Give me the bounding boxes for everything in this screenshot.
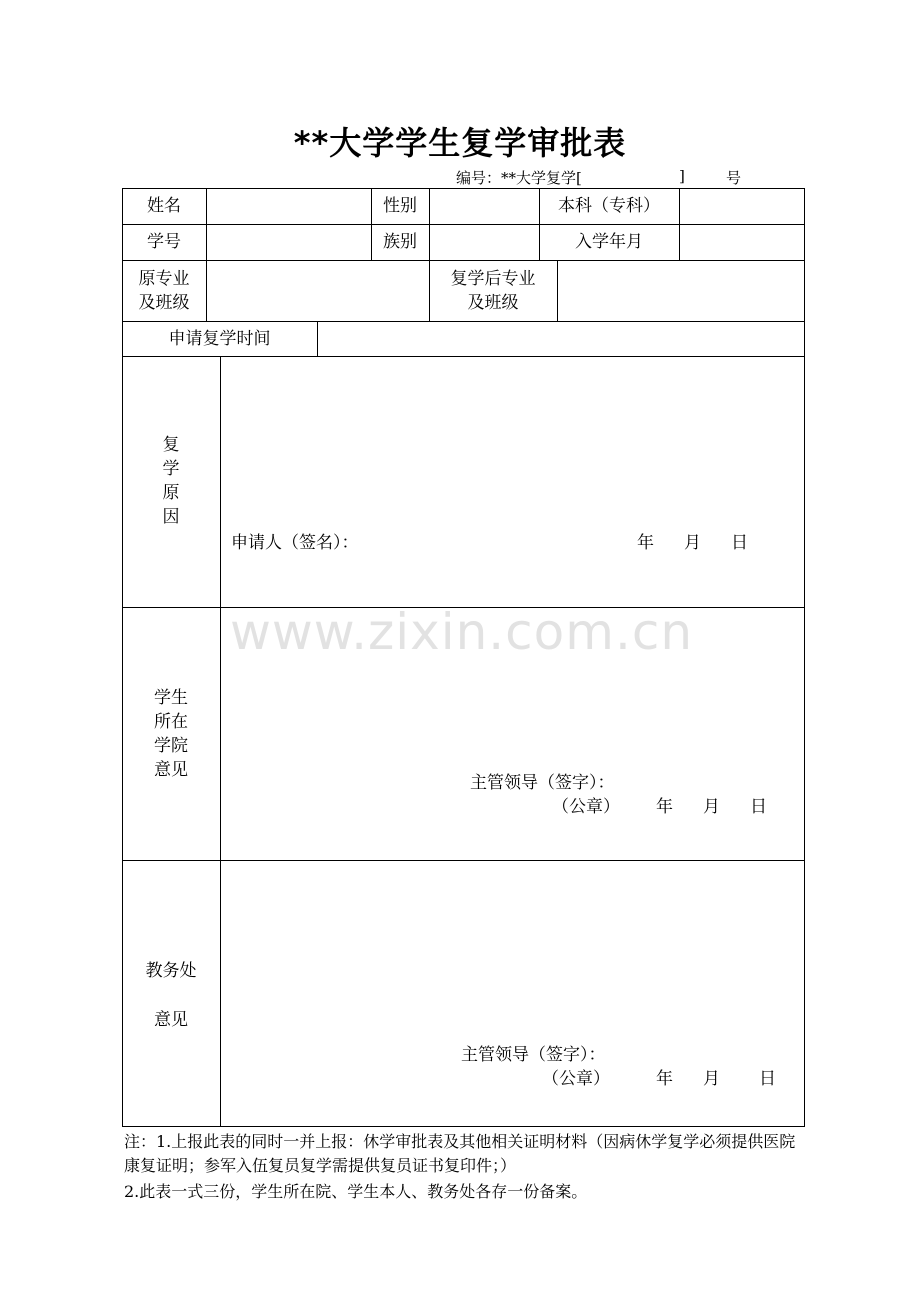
reason-date-day: 日	[731, 533, 748, 553]
site-watermark: www.zixin.com.cn	[230, 603, 694, 661]
level-field[interactable]	[680, 194, 804, 218]
reason-text-area[interactable]	[221, 357, 804, 527]
serial-number-suffix: 号	[726, 169, 742, 187]
college-label-line: 所在	[154, 712, 188, 732]
row-divider	[122, 224, 805, 225]
serial-number-label: 编号：**大学复学[	[456, 169, 582, 187]
level-label: 本科（专科）	[558, 196, 660, 216]
student-id-label: 学号	[147, 232, 181, 252]
original-major-label-line1: 原专业	[138, 269, 190, 289]
serial-number-close: ]	[679, 167, 685, 185]
reason-date-year: 年	[637, 533, 654, 553]
apply-time-field[interactable]	[318, 327, 804, 351]
office-date-year: 年	[656, 1069, 673, 1089]
gender-label: 性别	[383, 196, 417, 216]
new-major-label	[429, 267, 557, 315]
name-label: 姓名	[147, 196, 181, 216]
office-date-month: 月	[703, 1069, 720, 1089]
college-leader-signature-label: 主管领导（签字）：	[470, 773, 615, 793]
reason-label-char: 因	[162, 507, 180, 527]
student-id-field[interactable]	[207, 230, 371, 254]
enroll-date-field[interactable]	[680, 230, 804, 254]
ethnicity-field[interactable]	[430, 230, 539, 254]
table-border-bottom	[122, 1126, 805, 1127]
row-divider	[122, 260, 805, 261]
row-divider	[122, 321, 805, 322]
office-opinion-area[interactable]	[221, 861, 804, 1036]
office-section-label-line1: 教务处	[145, 961, 197, 981]
gender-field[interactable]	[430, 194, 539, 218]
table-border-right	[804, 188, 805, 1127]
enroll-date-label: 入学年月	[575, 232, 643, 252]
college-label-line: 学生	[154, 688, 188, 708]
apply-time-label: 申请复学时间	[168, 329, 271, 349]
office-leader-signature-label: 主管领导（签字）：	[461, 1045, 606, 1065]
reason-section-label	[122, 433, 220, 529]
form-title: **大学学生复学审批表	[293, 124, 627, 162]
name-field[interactable]	[207, 194, 371, 218]
original-major-label	[122, 267, 206, 315]
reason-label-char: 学	[162, 459, 180, 479]
reason-label-char: 复	[162, 435, 180, 455]
college-opinion-area[interactable]	[221, 608, 804, 768]
college-section-label	[122, 686, 220, 782]
new-major-field[interactable]	[558, 267, 804, 315]
college-date-year: 年	[656, 797, 673, 817]
college-seal-label: （公章）	[552, 797, 620, 817]
office-section-label-line2: 意见	[154, 1010, 188, 1030]
reason-date-month: 月	[684, 533, 701, 553]
college-label-line: 意见	[154, 760, 188, 780]
original-major-field[interactable]	[207, 267, 429, 315]
table-border-top	[122, 188, 805, 189]
reason-label-char: 原	[162, 483, 180, 503]
new-major-label-line2: 及班级	[467, 293, 519, 313]
office-seal-label: （公章）	[542, 1069, 610, 1089]
original-major-label-line2: 及班级	[138, 293, 190, 313]
note-line-1: 注：1.上报此表的同时一并上报：休学审批表及其他相关证明材料（因病休学复学必须提供医院康复证明；参军入伍复员复学需提供复员证书复印件；）	[124, 1132, 796, 1175]
college-label-line: 学院	[154, 736, 188, 756]
ethnicity-label: 族别	[383, 232, 417, 252]
office-date-day: 日	[759, 1069, 776, 1089]
applicant-signature-label: 申请人（签名）：	[231, 533, 359, 553]
new-major-label-line1: 复学后专业	[450, 269, 536, 289]
note-line-2: 2.此表一式三份，学生所在院、学生本人、教务处各存一份备案。	[124, 1182, 588, 1201]
college-date-day: 日	[750, 797, 767, 817]
college-date-month: 月	[703, 797, 720, 817]
